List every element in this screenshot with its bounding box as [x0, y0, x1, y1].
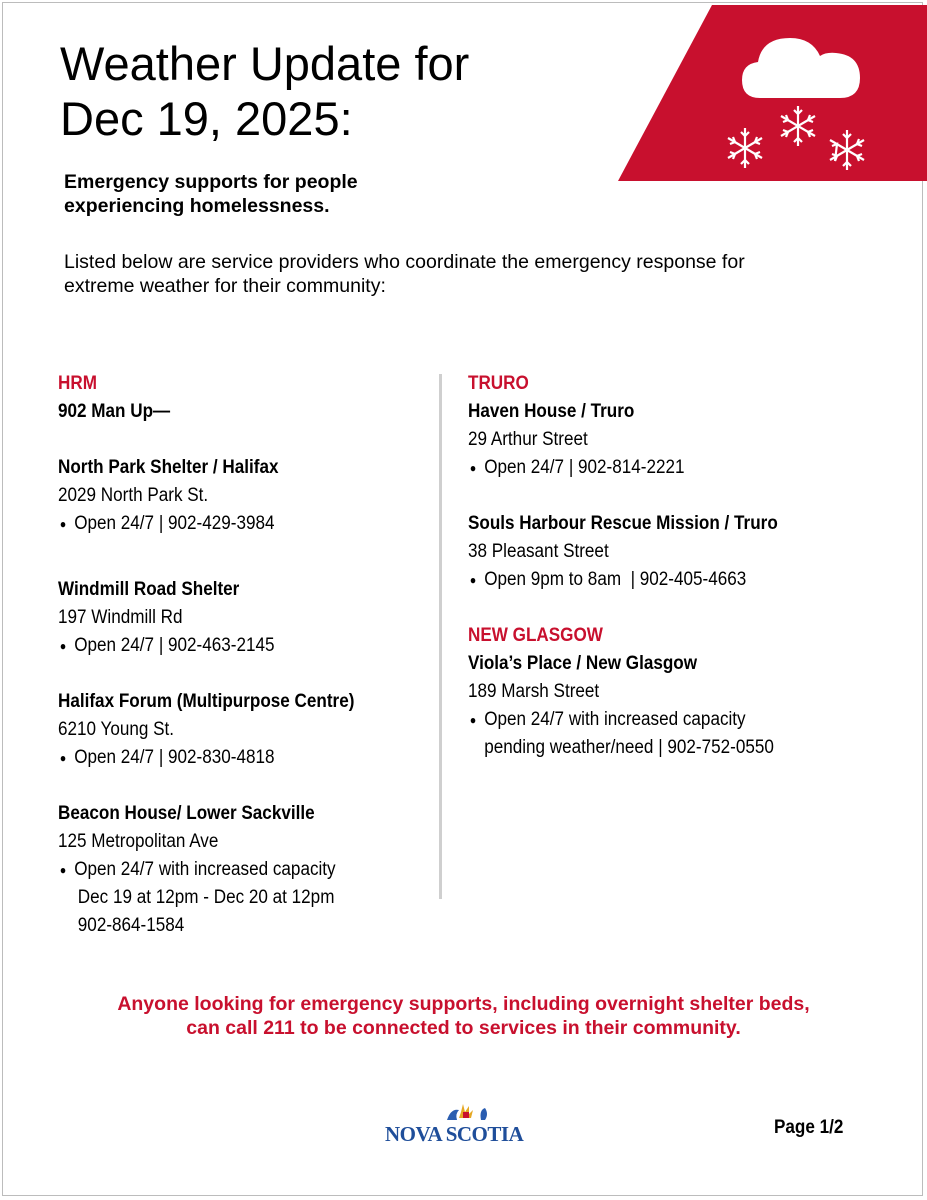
- shelter-entry: [58, 454, 428, 538]
- logo-text: NOVA SCOTIA: [385, 1122, 524, 1146]
- bullet-icon: ●: [469, 713, 477, 727]
- shelter-address: 197 Windmill Rd: [58, 607, 183, 628]
- shelter-hours: [468, 566, 846, 594]
- notice-line-2: can call 211 to be connected to services in their community.: [186, 1017, 741, 1039]
- left-column: [58, 370, 428, 940]
- shelter-address: 125 Metropolitan Ave: [58, 831, 219, 852]
- shelter-entry: [468, 398, 888, 482]
- bullet-icon: ●: [59, 863, 67, 877]
- shelter-entry: [468, 650, 888, 762]
- shelter-name: Beacon House/ Lower Sackville: [58, 803, 315, 824]
- call-211-notice: [0, 992, 927, 1040]
- shelter-hours-text: Open 24/7 | 902-463-2145: [74, 635, 275, 656]
- shelter-hours: [58, 510, 391, 538]
- shelter-entry: [468, 510, 888, 594]
- shelter-entry: [58, 576, 428, 660]
- bullet-icon: ●: [469, 573, 477, 587]
- shelter-hours: [58, 856, 391, 940]
- shelter-hours-text: Open 24/7 | 902-830-4818: [74, 747, 275, 768]
- shelter-entry: [58, 800, 428, 940]
- shelter-name: Viola’s Place / New Glasgow: [468, 653, 698, 674]
- shelter-hours: [58, 744, 391, 772]
- column-divider: [439, 374, 442, 899]
- shelter-address: 189 Marsh Street: [468, 681, 600, 702]
- shelter-hours-text-line-2: Dec 19 at 12pm - Dec 20 at 12pm: [77, 887, 335, 908]
- shelter-address: 2029 North Park St.: [58, 485, 209, 506]
- group-name: 902 Man Up—: [58, 401, 171, 422]
- page-number: Page 1/2: [774, 1117, 844, 1138]
- notice-line-1: Anyone looking for emergency supports, including overnight shelter beds,: [117, 993, 810, 1015]
- shelter-address: 29 Arthur Street: [468, 429, 588, 450]
- title-line-2: Dec 19, 2025:: [60, 92, 353, 145]
- intro-text: [64, 250, 884, 298]
- page-title: [60, 36, 469, 146]
- shelter-phone: 902-864-1584: [77, 915, 185, 936]
- shelter-address: 38 Pleasant Street: [468, 541, 609, 562]
- shelter-name: Windmill Road Shelter: [58, 579, 240, 600]
- bullet-icon: ●: [59, 517, 67, 531]
- right-column: [468, 370, 888, 762]
- shelter-hours-text-line-2: pending weather/need | 902-752-0550: [484, 737, 774, 758]
- bullet-icon: ●: [59, 751, 67, 765]
- title-line-1: Weather Update for: [60, 37, 470, 90]
- bullet-icon: ●: [469, 461, 477, 475]
- bullet-icon: ●: [59, 639, 67, 653]
- shelter-name: Halifax Forum (Multipurpose Centre): [58, 691, 355, 712]
- shelter-hours-text: Open 24/7 with increased capacity: [74, 859, 336, 880]
- subtitle-line-1: Emergency supports for people: [64, 171, 358, 193]
- region-heading-hrm: HRM: [58, 373, 97, 394]
- intro-line-2: extreme weather for their community:: [64, 275, 386, 297]
- shelter-hours-text: Open 24/7 | 902-814-2221: [484, 457, 685, 478]
- region-heading-new-glasgow: NEW GLASGOW: [468, 625, 603, 646]
- shelter-hours: [468, 706, 846, 762]
- shelter-hours-text: Open 9pm to 8am | 902-405-4663: [484, 569, 747, 590]
- shelter-name: Haven House / Truro: [468, 401, 635, 422]
- shelter-hours: [58, 632, 391, 660]
- region-heading-truro: TRURO: [468, 373, 529, 394]
- shelter-hours-text: Open 24/7 with increased capacity: [484, 709, 746, 730]
- nova-scotia-logo: [385, 1098, 545, 1146]
- shelter-hours-text: Open 24/7 | 902-429-3984: [74, 513, 275, 534]
- intro-line-1: Listed below are service providers who coordinate the emergency response for: [64, 251, 745, 273]
- shelter-name: North Park Shelter / Halifax: [58, 457, 279, 478]
- shelter-address: 6210 Young St.: [58, 719, 175, 740]
- subtitle-line-2: experiencing homelessness.: [64, 195, 330, 217]
- subtitle: [64, 170, 464, 218]
- shelter-hours: [468, 454, 846, 482]
- shelter-entry: [58, 688, 428, 772]
- shelter-name: Souls Harbour Rescue Mission / Truro: [468, 513, 778, 534]
